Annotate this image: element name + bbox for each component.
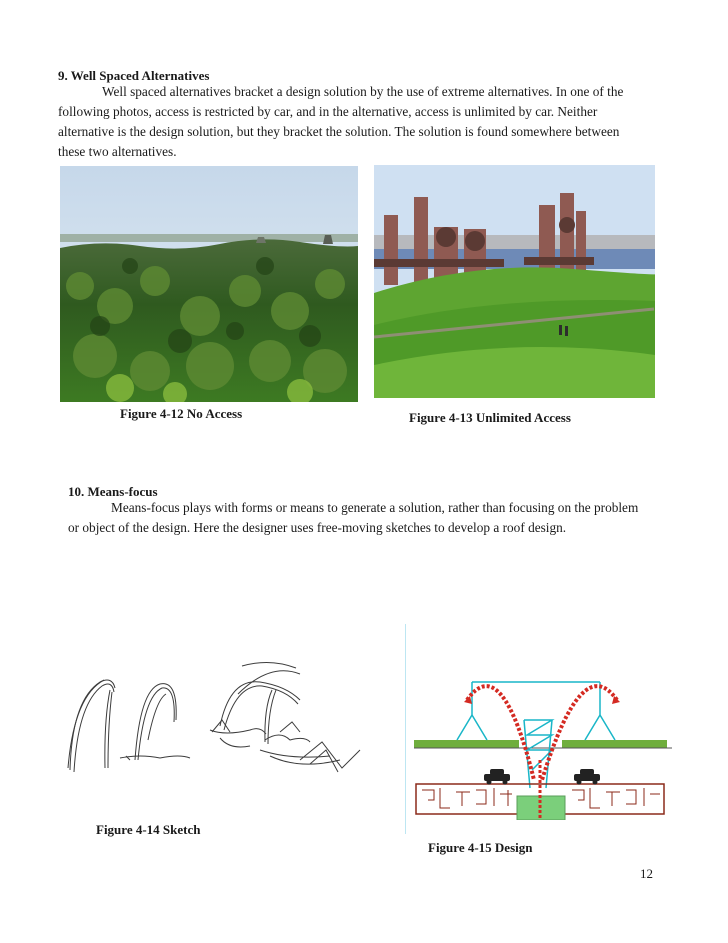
divider-vertical-line (405, 624, 406, 834)
figure-4-14-sketch (60, 660, 365, 800)
paragraph-line: following photos, access is restricted by car, and in the alternative, access is unlimited by car. Neither (58, 104, 598, 119)
figure-4-13-caption: Figure 4-13 Unlimited Access (409, 410, 571, 425)
page-number: 12 (640, 866, 653, 881)
paragraph-line: Well spaced alternatives bracket a design solution by the use of extreme alternatives. In one of the (102, 84, 624, 99)
figure-4-14-caption: Figure 4-14 Sketch (96, 822, 201, 837)
paragraph-line: these two alternatives. (58, 144, 177, 159)
figure-4-13-photo-park (374, 165, 655, 398)
figure-4-12-caption: Figure 4-12 No Access (120, 406, 243, 421)
section-9-paragraph (58, 82, 698, 162)
figure-4-15-caption: Figure 4-15 Design (428, 840, 533, 855)
paragraph-line: alternative is the design solution, but they bracket the solution. The solution is found somewhere between (58, 124, 620, 139)
paragraph-line: Means-focus plays with forms or means to generate a solution, rather than focusing on the problem (111, 500, 639, 515)
paragraph-line: or object of the design. Here the designer uses free-moving sketches to develop a roof design. (68, 520, 567, 535)
section-9-heading: 9. Well Spaced Alternatives (58, 68, 210, 83)
figure-4-15-design-drawing (412, 660, 672, 820)
section-10-paragraph (68, 498, 708, 538)
figure-4-12-photo-forest (60, 166, 358, 402)
section-10-heading: 10. Means-focus (68, 484, 158, 499)
